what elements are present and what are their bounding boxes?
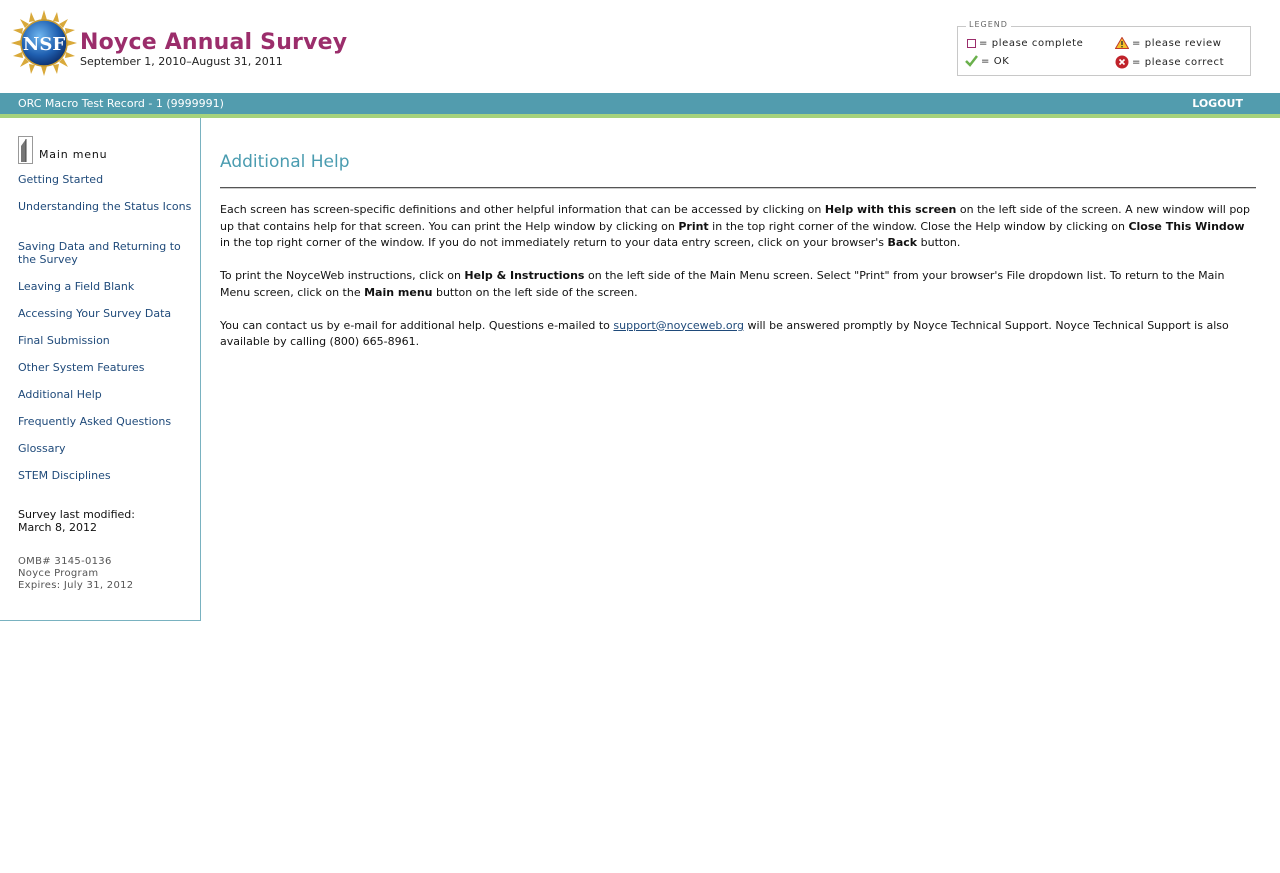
error-icon [1115,55,1129,69]
sidebar-item-additional-help[interactable]: Additional Help [18,388,102,401]
logout-button[interactable]: LOGOUT [1192,97,1243,110]
warning-icon [1115,37,1129,49]
sidebar-item-status-icons[interactable]: Understanding the Status Icons [18,200,192,213]
help-text [220,202,1256,367]
header [0,0,1280,93]
legend-item-correct: = please correct [1115,55,1224,69]
support-email-link[interactable]: support@noyceweb.org [613,318,744,332]
legend [957,20,1251,76]
modified-date: March 8, 2012 [18,521,98,534]
title-divider [220,187,1256,189]
record-bar [0,93,1280,118]
sidebar-item-saving-data[interactable]: Saving Data and Returning to the Survey [18,240,181,266]
legend-item-ok: = OK [965,55,1009,67]
expiration: Expires: July 31, 2012 [18,580,134,591]
sidebar-item-getting-started[interactable]: Getting Started [18,173,104,186]
program-name: Noyce Program [18,568,99,579]
legend-item-complete: = please complete [967,38,1083,49]
sidebar-item-other-features[interactable]: Other System Features [18,361,145,374]
sidebar [0,118,201,621]
sidebar-item-glossary[interactable]: Glossary [18,442,66,455]
survey-modified [18,508,135,534]
omb-number: OMB# 3145-0136 [18,556,112,567]
modified-label: Survey last modified: [18,508,135,521]
svg-text:NSF: NSF [22,34,66,55]
main-menu-icon [18,136,33,164]
sidebar-item-field-blank[interactable]: Leaving a Field Blank [18,280,135,293]
empty-box-icon [967,39,976,48]
record-label: ORC Macro Test Record - 1 (9999991) [18,97,224,110]
sidebar-item-final-submission[interactable]: Final Submission [18,334,110,347]
legend-item-review: = please review [1115,37,1222,49]
check-icon [965,55,978,67]
sidebar-item-accessing-data[interactable]: Accessing Your Survey Data [18,307,172,320]
sidebar-item-faq[interactable]: Frequently Asked Questions [18,415,172,428]
paragraph-help-screen: Each screen has screen-specific definitions and other helpful information that can be accessed by clicking on Help with this screen on the left side of the screen. A new window will pop up that contains help for that screen. You can print the Help window by clicking on Print in the top right corner of the window. Close the Help window by clicking on Close This Window in the top right corner of the window. If you do not immediately return to your data entry screen, click on your browser's Back button. [220,203,1251,249]
nsf-logo [11,10,77,76]
paragraph-print-instructions: To print the NoyceWeb instructions, click on Help & Instructions on the left side of the Main Menu screen. Select "Print" from your browser's File dropdown list. To return to the Main Menu screen, click on the Main menu button on the left side of the screen. [220,269,1225,299]
survey-period: September 1, 2010–August 31, 2011 [80,55,283,68]
legend-title: LEGEND [966,20,1011,29]
page-title: Additional Help [220,152,350,172]
page-header-title: Noyce Annual Survey [80,30,348,55]
omb-info [18,556,133,592]
paragraph-contact: You can contact us by e-mail for additional help. Questions e-mailed to support@noyceweb.org will be answered promptly by Noyce Technical Support. Noyce Technical Support is also available by calling (800) 665-8961. [220,318,1229,348]
sidebar-item-stem[interactable]: STEM Disciplines [18,469,111,482]
main-menu-button[interactable]: Main menu [18,136,107,164]
